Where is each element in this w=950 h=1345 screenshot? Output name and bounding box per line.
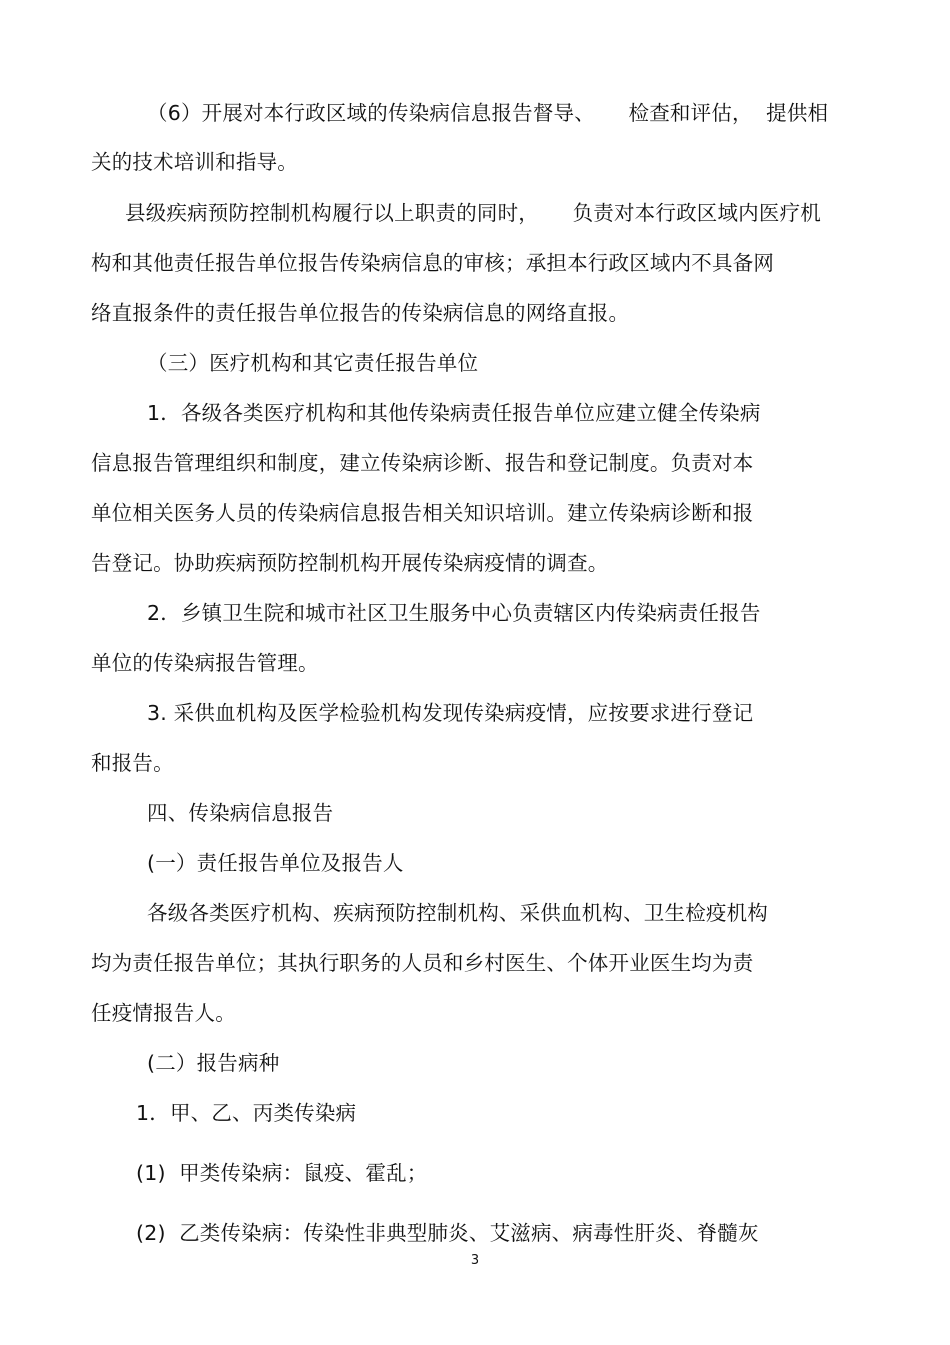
page-number: 3: [470, 1253, 480, 1268]
text-line: 2．乡镇卫生院和城市社区卫生服务中心负责辖区内传染病责任报告: [147, 601, 761, 625]
text-line: 3. 采供血机构及医学检验机构发现传染病疫情，应按要求进行登记: [147, 701, 754, 725]
text-line: 县级疾病预防控制机构履行以上职责的同时， 负责对本行政区域内医疗机: [125, 201, 821, 225]
text-line: 单位的传染病报告管理。: [91, 651, 319, 675]
section-heading: (一）责任报告单位及报告人: [147, 851, 404, 875]
text-line: 任疫情报告人。: [91, 1001, 236, 1025]
text-line: 各级各类医疗机构、疾病预防控制机构、采供血机构、卫生检疫机构: [147, 901, 768, 925]
text-line: 1．各级各类医疗机构和其他传染病责任报告单位应建立健全传染病: [147, 401, 761, 425]
text-line: (1) 甲类传染病：鼠疫、霍乱；: [136, 1161, 428, 1185]
text-line: 构和其他责任报告单位报告传染病信息的审核；承担本行政区域内不具备网: [91, 251, 775, 275]
section-heading: 四、传染病信息报告: [147, 801, 334, 825]
text-line: 络直报条件的责任报告单位报告的传染病信息的网络直报。: [91, 301, 630, 325]
text-line: 告登记。协助疾病预防控制机构开展传染病疫情的调查。: [91, 551, 609, 575]
text-line: 和报告。: [91, 751, 174, 775]
text-line: 1．甲、乙、丙类传染病: [136, 1101, 357, 1125]
text-line: 关的技术培训和指导。: [91, 150, 298, 174]
text-line: （6）开展对本行政区域的传染病信息报告督导、 检查和评估， 提供相: [147, 101, 829, 125]
section-heading: (二）报告病种: [147, 1051, 280, 1075]
text-line: 信息报告管理组织和制度，建立传染病诊断、报告和登记制度。负责对本: [91, 451, 754, 475]
text-line: 单位相关医务人员的传染病信息报告相关知识培训。建立传染病诊断和报: [91, 501, 754, 525]
section-heading: （三）医疗机构和其它责任报告单位: [147, 351, 479, 375]
text-line: (2) 乙类传染病：传染性非典型肺炎、艾滋病、病毒性肝炎、脊髓灰: [136, 1221, 759, 1245]
text-line: 均为责任报告单位；其执行职务的人员和乡村医生、个体开业医生均为责: [91, 951, 754, 975]
